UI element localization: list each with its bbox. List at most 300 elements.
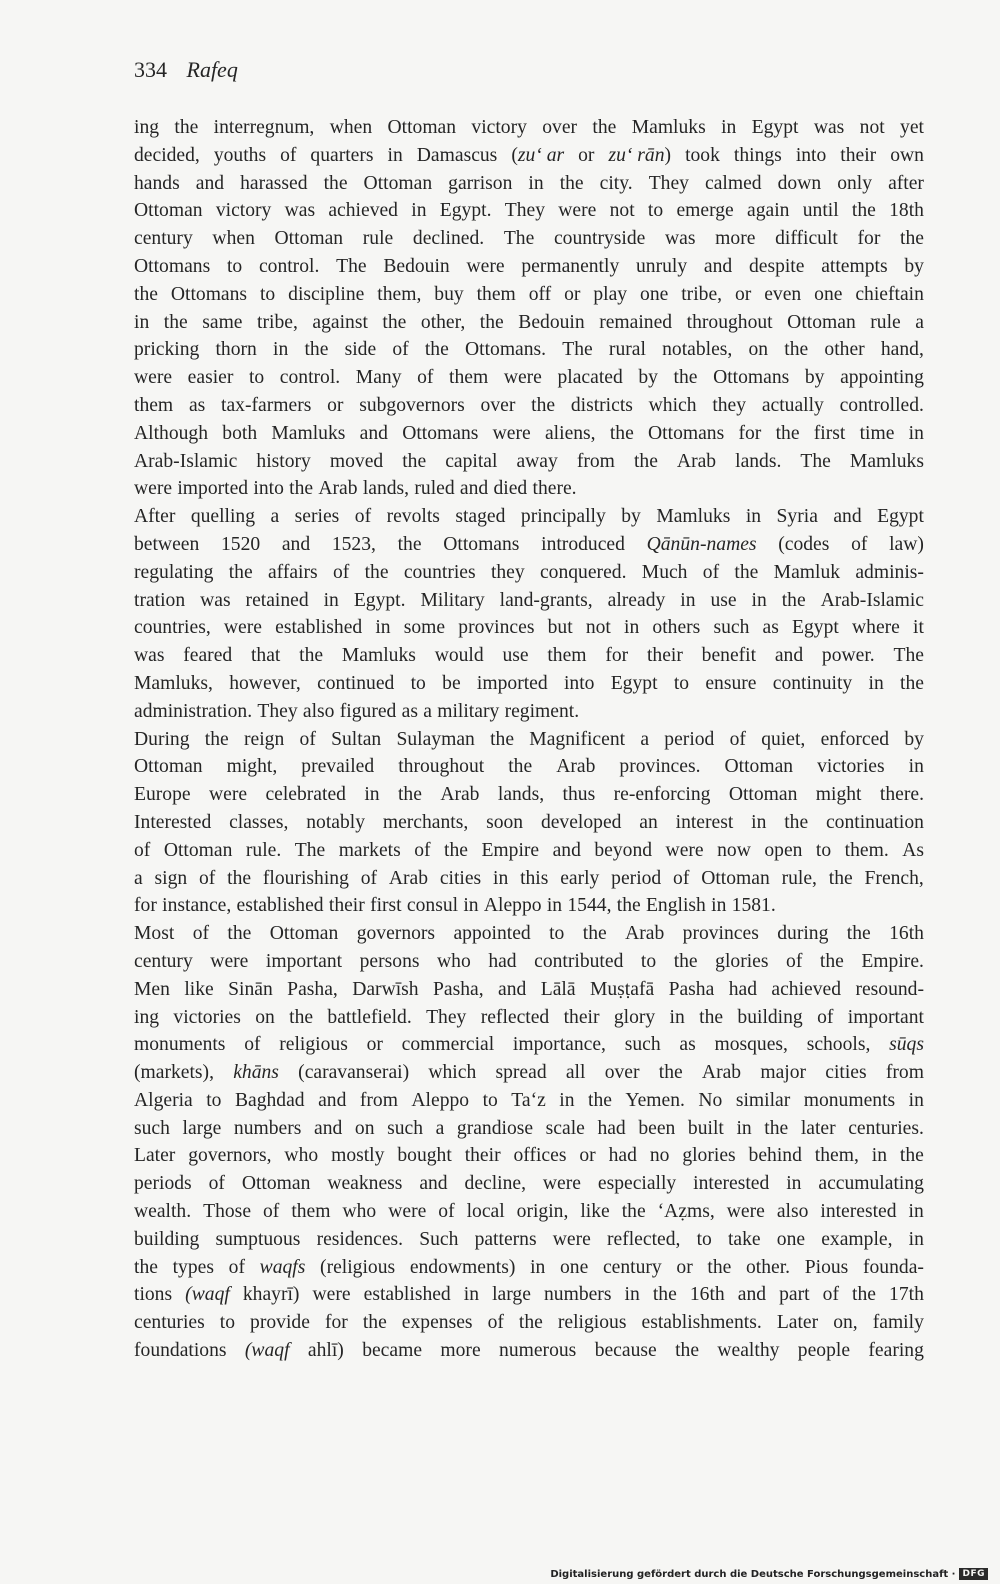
text-line xyxy=(134,726,924,754)
word: commercial xyxy=(401,1034,495,1056)
word: a xyxy=(423,700,432,722)
word: other. xyxy=(746,1256,791,1278)
word: monuments xyxy=(134,1034,226,1056)
word: victories xyxy=(817,756,885,778)
word: Mamluks xyxy=(849,450,924,472)
word: the xyxy=(900,228,924,250)
word: for xyxy=(857,228,881,250)
word: not xyxy=(609,200,635,222)
text-line xyxy=(134,1254,924,1282)
word: As xyxy=(902,839,924,861)
word: Ottomans xyxy=(648,422,725,444)
word: They xyxy=(504,200,545,222)
word: the xyxy=(652,1284,677,1306)
word: continuity xyxy=(772,672,853,694)
word: the xyxy=(402,450,427,472)
word: imported xyxy=(476,672,548,694)
word: classes, xyxy=(229,811,289,833)
word: the xyxy=(424,339,449,361)
word: Arab-Islamic xyxy=(134,450,238,472)
word: a xyxy=(134,867,143,889)
word: interested xyxy=(820,1201,897,1223)
word: land-grants, xyxy=(499,589,593,611)
word: flourishing xyxy=(262,867,349,889)
word: to xyxy=(219,1312,236,1334)
word: of xyxy=(729,728,746,750)
word: and xyxy=(359,422,388,444)
word: mosques, xyxy=(714,1034,788,1056)
word: also xyxy=(302,700,335,722)
word: Egypt xyxy=(610,672,658,694)
word: Ottomans xyxy=(443,533,520,555)
word: (waqf xyxy=(244,1340,290,1362)
word: them, xyxy=(814,1145,859,1167)
word: this xyxy=(520,867,549,889)
word: the xyxy=(508,756,533,778)
text-line xyxy=(134,1281,924,1309)
word: it xyxy=(913,617,924,639)
word: Later xyxy=(134,1145,176,1167)
word: their xyxy=(328,895,365,917)
word: Ta‘z xyxy=(511,1089,546,1111)
word: Ottoman xyxy=(701,867,770,889)
word: a xyxy=(640,728,650,750)
word: religious xyxy=(279,1034,348,1056)
word: were xyxy=(665,839,704,861)
word: in xyxy=(493,867,509,889)
word: Aleppo xyxy=(411,1089,470,1111)
word: After xyxy=(134,506,176,528)
word: take xyxy=(727,1228,761,1250)
word: Yemen. xyxy=(625,1089,685,1111)
word: in xyxy=(908,756,924,778)
word: the xyxy=(479,311,504,333)
word: however, xyxy=(229,672,301,694)
word: the xyxy=(658,1062,683,1084)
word: in xyxy=(908,422,924,444)
word: notables, xyxy=(662,339,733,361)
word: in xyxy=(745,506,762,528)
word: glory xyxy=(613,1006,656,1028)
word: important xyxy=(847,1006,924,1028)
page-number: 334 xyxy=(134,57,167,82)
word: been xyxy=(638,1117,676,1139)
word: for xyxy=(605,645,629,667)
word: Pasha xyxy=(668,978,715,1000)
word: to xyxy=(206,1089,222,1111)
word: when xyxy=(212,228,255,250)
word: the xyxy=(900,672,924,694)
word: Empire. xyxy=(861,950,924,972)
word: hands xyxy=(134,172,180,194)
word: Military xyxy=(420,589,485,611)
word: as xyxy=(762,617,779,639)
word: Ottoman xyxy=(134,756,203,778)
word: moved xyxy=(329,450,384,472)
word: in xyxy=(559,1089,575,1111)
word: regulating xyxy=(134,561,214,583)
word: of xyxy=(208,1173,225,1195)
word: merchants, xyxy=(382,811,469,833)
word: Damascus xyxy=(416,144,498,166)
text-line xyxy=(134,809,924,837)
word: Ottomans xyxy=(713,367,790,389)
word: such xyxy=(387,1117,423,1139)
word: difficult xyxy=(775,228,838,250)
word: into xyxy=(253,478,284,500)
word: the xyxy=(582,923,607,945)
word: to xyxy=(815,839,832,861)
word: aliens, xyxy=(544,422,596,444)
text-line xyxy=(134,1059,924,1087)
word: and xyxy=(703,255,733,277)
word: in xyxy=(736,1117,752,1139)
word: for xyxy=(738,422,762,444)
word: of xyxy=(280,144,297,166)
word: on xyxy=(255,1006,275,1028)
word: periods xyxy=(134,1173,192,1195)
word: history xyxy=(256,450,311,472)
word: between xyxy=(134,533,200,555)
word: Qānūn-names xyxy=(646,533,757,555)
word: hand, xyxy=(880,339,924,361)
word: Men xyxy=(134,978,170,1000)
word: During xyxy=(134,728,190,750)
text-line xyxy=(134,503,924,531)
word: provinces xyxy=(682,923,759,945)
word: other, xyxy=(420,311,466,333)
text-line xyxy=(134,1337,924,1365)
word: who xyxy=(284,1145,319,1167)
text-line xyxy=(134,670,924,698)
word: the xyxy=(828,867,853,889)
word: khāns xyxy=(233,1062,279,1084)
word: conquered. xyxy=(539,561,627,583)
word: the xyxy=(707,1256,732,1278)
word: 1520 xyxy=(220,533,261,555)
word: ahlī) xyxy=(307,1340,344,1362)
word: contributed xyxy=(534,950,624,972)
word: series xyxy=(294,506,340,528)
word: or xyxy=(676,1256,693,1278)
word: bought xyxy=(397,1145,452,1167)
word: Pious xyxy=(804,1256,849,1278)
word: sumptuous xyxy=(215,1228,301,1250)
word: were xyxy=(466,255,505,277)
word: types xyxy=(172,1256,214,1278)
word: them xyxy=(449,367,489,389)
word: reflected xyxy=(480,1006,550,1028)
word: period xyxy=(611,867,662,889)
word: similar xyxy=(735,1089,791,1111)
word: rule. xyxy=(245,839,282,861)
text-line xyxy=(134,281,924,309)
word: the xyxy=(734,561,759,583)
word: calmed xyxy=(705,172,762,194)
word: were xyxy=(134,367,173,389)
word: The xyxy=(893,645,924,667)
word: The xyxy=(294,839,326,861)
word: Egypt. xyxy=(353,589,406,611)
word: Later xyxy=(776,1312,819,1334)
word: interregnum, xyxy=(213,117,315,138)
word: The xyxy=(336,255,367,277)
word: had xyxy=(608,1145,637,1167)
word: building xyxy=(737,1006,803,1028)
word: 1544, xyxy=(567,895,612,917)
text-line xyxy=(134,531,924,559)
word: were xyxy=(503,367,542,389)
word: figured xyxy=(339,700,397,722)
word: khayrī) xyxy=(242,1284,300,1306)
text-line xyxy=(134,225,924,253)
word: Those xyxy=(203,1201,252,1223)
word: (religious xyxy=(320,1256,396,1278)
word: Baghdad xyxy=(234,1089,305,1111)
word: actually xyxy=(761,394,824,416)
word: were xyxy=(208,784,248,806)
word: the xyxy=(362,1312,387,1334)
word: thorn xyxy=(215,339,257,361)
word: major xyxy=(760,1062,807,1084)
word: as xyxy=(188,394,206,416)
word: and xyxy=(314,1117,343,1139)
word: or xyxy=(578,144,595,166)
word: the xyxy=(444,839,468,861)
word: despite xyxy=(748,255,805,277)
word: unruly xyxy=(636,255,688,277)
word: the xyxy=(227,867,252,889)
word: century xyxy=(602,1256,662,1278)
word: beyond xyxy=(594,839,653,861)
word: rule xyxy=(870,311,901,333)
word: or xyxy=(579,1145,596,1167)
text-line xyxy=(134,892,924,920)
word: such xyxy=(713,617,750,639)
word: in xyxy=(411,200,427,222)
word: 16th xyxy=(889,923,924,945)
word: glories xyxy=(715,950,769,972)
word: spread xyxy=(495,1062,547,1084)
word: the xyxy=(899,1145,924,1167)
word: by xyxy=(638,367,658,389)
word: Such xyxy=(419,1228,459,1250)
word: over xyxy=(480,394,516,416)
word: cities xyxy=(439,867,482,889)
word: things xyxy=(733,144,782,166)
word: use xyxy=(710,589,737,611)
word: and xyxy=(498,978,527,1000)
word: tribe, xyxy=(257,311,298,333)
word: of xyxy=(134,839,151,861)
word: in xyxy=(751,811,767,833)
word: the xyxy=(784,339,809,361)
word: example, xyxy=(821,1228,893,1250)
page-header xyxy=(134,52,238,88)
word: law) xyxy=(889,533,924,555)
word: would xyxy=(434,645,484,667)
word: them, xyxy=(377,283,422,305)
word: youths xyxy=(213,144,267,166)
word: side xyxy=(344,339,377,361)
word: continuation xyxy=(825,811,924,833)
word: Ottoman xyxy=(724,756,794,778)
word: Ottoman xyxy=(274,228,344,250)
text-line xyxy=(134,336,924,364)
word: were xyxy=(134,478,173,500)
word: even xyxy=(764,283,802,305)
word: Arab-Islamic xyxy=(820,589,924,611)
word: there. xyxy=(532,478,577,500)
word: appointing xyxy=(840,367,924,389)
word: others xyxy=(652,617,701,639)
word: to xyxy=(482,1089,498,1111)
word: notably xyxy=(306,811,365,833)
word: built xyxy=(687,1117,724,1139)
word: some xyxy=(403,617,446,639)
word: into xyxy=(795,144,827,166)
word: Much xyxy=(641,561,688,583)
text-line xyxy=(134,587,924,615)
word: Muṣṭafā xyxy=(589,978,655,1000)
word: in xyxy=(463,1284,480,1306)
word: of xyxy=(702,561,720,583)
word: and xyxy=(833,506,862,528)
word: over xyxy=(542,117,578,138)
word: might xyxy=(815,784,862,806)
text-line xyxy=(134,197,924,225)
word: celebrated xyxy=(265,784,346,806)
word: in xyxy=(711,895,727,917)
word: time xyxy=(859,422,895,444)
word: establishments. xyxy=(641,1312,762,1334)
word: them xyxy=(476,283,516,305)
word: one xyxy=(559,1256,589,1278)
word: were xyxy=(223,617,262,639)
word: discipline xyxy=(288,283,365,305)
word: Bedouin xyxy=(518,311,585,333)
word: Aleppo xyxy=(483,895,542,917)
word: a xyxy=(915,311,924,333)
word: established xyxy=(275,617,363,639)
word: especially xyxy=(597,1173,677,1195)
text-line xyxy=(134,1115,924,1143)
word: no xyxy=(649,1145,670,1167)
word: of xyxy=(414,839,431,861)
word: throughout xyxy=(686,311,773,333)
word: where xyxy=(852,617,900,639)
word: tribe, xyxy=(681,283,723,305)
word: one xyxy=(814,283,843,305)
word: Ottoman xyxy=(387,117,457,138)
word: achieved xyxy=(771,978,842,1000)
word: an xyxy=(639,811,658,833)
word: and xyxy=(774,645,804,667)
word: governors xyxy=(356,923,436,945)
word: control. xyxy=(258,255,320,277)
word: 17th xyxy=(889,1284,924,1306)
word: people xyxy=(797,1340,851,1362)
word: of xyxy=(299,728,316,750)
text-line xyxy=(134,642,924,670)
word: the xyxy=(819,950,844,972)
word: ing xyxy=(134,1006,160,1028)
word: the xyxy=(163,311,188,333)
word: soon xyxy=(486,811,524,833)
word: Arab xyxy=(701,1062,742,1084)
word: and xyxy=(419,1173,448,1195)
word: on, xyxy=(833,1312,858,1334)
word: tions xyxy=(134,1284,173,1306)
word: all xyxy=(565,1062,586,1084)
word: cities xyxy=(825,1062,867,1084)
word: benefit xyxy=(701,645,757,667)
text-line xyxy=(134,420,924,448)
word: religious xyxy=(557,1312,627,1334)
word: into xyxy=(563,672,595,694)
word: 18th xyxy=(889,200,924,222)
word: military xyxy=(437,700,500,722)
word: again xyxy=(747,200,790,222)
word: schools, xyxy=(806,1034,871,1056)
word: to xyxy=(673,672,690,694)
word: enforced xyxy=(820,728,890,750)
word: died xyxy=(493,478,528,500)
word: subgovernors xyxy=(359,394,465,416)
word: lands, xyxy=(362,478,410,500)
word: like xyxy=(580,1201,610,1223)
dfg-logo: DFG xyxy=(959,1568,988,1580)
word: consul xyxy=(406,895,459,917)
word: from xyxy=(576,450,615,472)
word: Arab xyxy=(625,923,665,945)
word: glories xyxy=(682,1145,736,1167)
word: were xyxy=(312,1284,351,1306)
word: later xyxy=(800,1117,836,1139)
word: interested xyxy=(693,1173,770,1195)
word: behind xyxy=(748,1145,802,1167)
word: now xyxy=(717,839,751,861)
word: in xyxy=(624,617,640,639)
word: The xyxy=(800,450,831,472)
word: be xyxy=(442,672,461,694)
word: Arab xyxy=(440,784,480,806)
word: as xyxy=(679,1034,696,1056)
word: until xyxy=(802,200,839,222)
word: part xyxy=(779,1284,810,1306)
word: might, xyxy=(226,756,278,778)
word: emerge xyxy=(676,200,734,222)
word: the xyxy=(673,367,698,389)
word: reflected, xyxy=(606,1228,681,1250)
word: the xyxy=(490,728,515,750)
word: The xyxy=(562,339,593,361)
word: the xyxy=(397,533,422,555)
word: for xyxy=(324,1312,348,1334)
word: the xyxy=(323,172,348,194)
word: in xyxy=(323,589,339,611)
word: Sultan xyxy=(331,728,382,750)
word: They xyxy=(648,172,689,194)
word: Arab xyxy=(556,756,596,778)
word: Ottoman xyxy=(163,839,233,861)
running-head: Rafeq xyxy=(186,57,238,82)
word: century xyxy=(134,228,193,250)
word: (zu‘ ar xyxy=(511,144,565,166)
word: Ottoman xyxy=(363,172,433,194)
word: harassed xyxy=(240,172,308,194)
word: in xyxy=(463,895,479,917)
